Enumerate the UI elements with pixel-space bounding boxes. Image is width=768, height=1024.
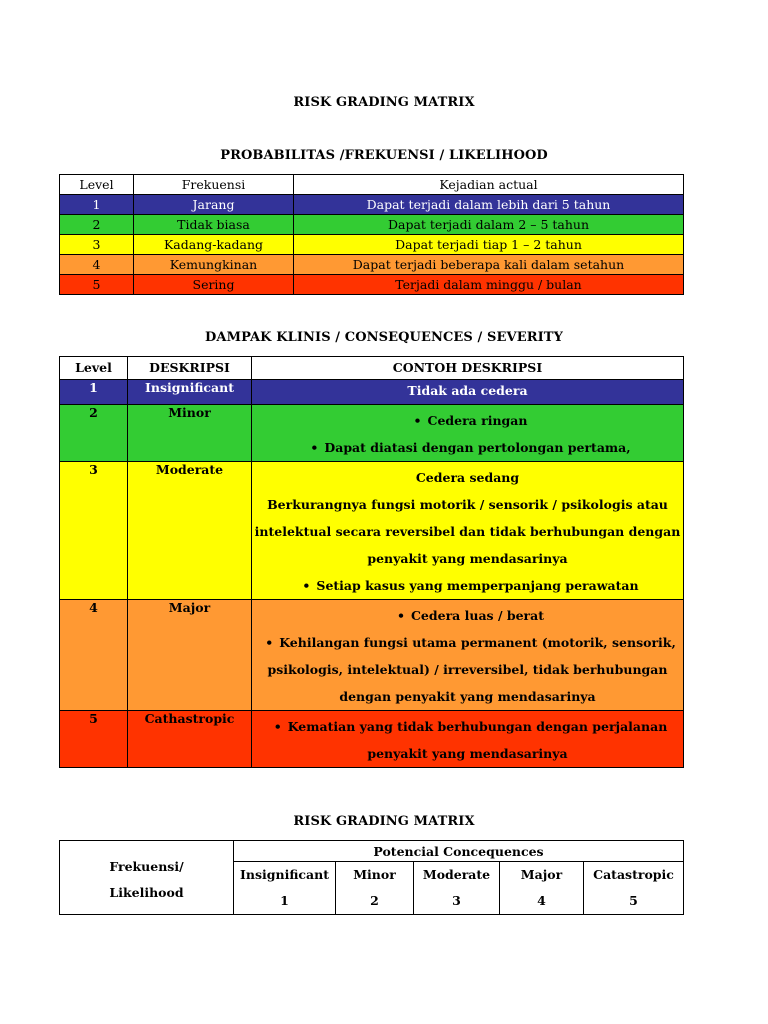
col-name: Minor: [353, 867, 396, 882]
severity-deskripsi: Major: [128, 600, 252, 711]
severity-row: [60, 600, 684, 711]
likelihood-kejadian: Terjadi dalam minggu / bulan: [294, 275, 684, 295]
line-text: Cedera ringan: [427, 413, 528, 428]
severity-lines: [252, 711, 683, 767]
description-line: [252, 380, 683, 402]
likelihood-row-label: [60, 841, 234, 915]
likelihood-row: [60, 215, 684, 235]
severity-deskripsi: Minor: [128, 405, 252, 462]
likelihood-kejadian: Dapat terjadi tiap 1 – 2 tahun: [294, 235, 684, 255]
bullet-line: [252, 434, 683, 461]
line-text: Tidak ada cedera: [407, 383, 528, 398]
line-text: dengan penyakit yang mendasarinya: [339, 689, 596, 704]
matrix-col-major: [500, 862, 584, 915]
severity-level: 3: [60, 462, 128, 600]
header-level: Level: [60, 175, 134, 195]
severity-contoh: [252, 380, 684, 405]
header-level: Level: [60, 357, 128, 380]
matrix-title: RISK GRADING MATRIX: [293, 814, 475, 829]
severity-contoh: [252, 405, 684, 462]
description-line: [252, 491, 683, 518]
likelihood-row: [60, 235, 684, 255]
col-name: Catastropic: [593, 867, 674, 882]
likelihood-header-row: [60, 175, 684, 195]
header-contoh-deskripsi: CONTOH DESKRIPSI: [252, 357, 684, 380]
description-line: [252, 740, 683, 767]
header-kejadian: Kejadian actual: [294, 175, 684, 195]
likelihood-kejadian: Dapat terjadi dalam 2 – 5 tahun: [294, 215, 684, 235]
severity-lines: [252, 380, 683, 402]
likelihood-level: 3: [60, 235, 134, 255]
severity-level: 2: [60, 405, 128, 462]
bullet-line: [252, 713, 683, 740]
likelihood-section-title: PROBABILITAS /FREKUENSI / LIKELIHOOD: [220, 148, 548, 163]
severity-contoh: [252, 600, 684, 711]
severity-row: [60, 462, 684, 600]
line-text: penyakit yang mendasarinya: [367, 551, 568, 566]
likelihood-frekuensi: Sering: [134, 275, 294, 295]
likelihood-kejadian: Dapat terjadi beberapa kali dalam setahun: [294, 255, 684, 275]
col-num: 1: [280, 893, 289, 908]
bullet-icon: •: [396, 608, 405, 623]
severity-level: 5: [60, 711, 128, 768]
risk-matrix-table: [59, 840, 684, 915]
likelihood-frekuensi: Tidak biasa: [134, 215, 294, 235]
row-label-line2: Likelihood: [109, 884, 184, 900]
header-deskripsi: DESKRIPSI: [128, 357, 252, 380]
severity-header-row: [60, 357, 684, 380]
col-num: 3: [452, 893, 461, 908]
likelihood-frekuensi: Jarang: [134, 195, 294, 215]
matrix-col-minor: [336, 862, 414, 915]
severity-deskripsi: Moderate: [128, 462, 252, 600]
severity-contoh: [252, 462, 684, 600]
likelihood-level: 1: [60, 195, 134, 215]
line-text: Kehilangan fungsi utama permanent (motorik, sensorik,: [279, 635, 676, 650]
severity-row: [60, 405, 684, 462]
line-text: intelektual secara reversibel dan tidak berhubungan dengan: [254, 524, 681, 539]
likelihood-level: 2: [60, 215, 134, 235]
likelihood-level: 4: [60, 255, 134, 275]
col-num: 5: [629, 893, 638, 908]
description-line: [252, 545, 683, 572]
description-line: [252, 656, 683, 683]
line-text: Cedera luas / berat: [410, 608, 545, 623]
likelihood-row: [60, 195, 684, 215]
likelihood-frekuensi: Kadang-kadang: [134, 235, 294, 255]
line-text: Setiap kasus yang memperpanjang perawatan: [316, 578, 639, 593]
likelihood-table: [59, 174, 684, 295]
severity-row: [60, 711, 684, 768]
description-line: [252, 518, 683, 545]
severity-level: 4: [60, 600, 128, 711]
bullet-icon: •: [302, 578, 311, 593]
severity-row: [60, 380, 684, 405]
likelihood-level: 5: [60, 275, 134, 295]
severity-level: 1: [60, 380, 128, 405]
bullet-icon: •: [413, 413, 422, 428]
row-label-line1: Frekuensi/: [109, 858, 184, 874]
likelihood-row: [60, 275, 684, 295]
bullet-line: [252, 407, 683, 434]
line-text: penyakit yang mendasarinya: [367, 746, 568, 761]
bullet-icon: •: [265, 635, 274, 650]
col-name: Insignificant: [240, 867, 329, 882]
severity-lines: [252, 405, 683, 461]
severity-deskripsi: Insignificant: [128, 380, 252, 405]
bullet-line: [252, 602, 683, 629]
col-name: Moderate: [422, 867, 491, 882]
page-title: RISK GRADING MATRIX: [293, 95, 475, 110]
matrix-col-catastropic: [584, 862, 684, 915]
line-text: Cedera sedang: [415, 470, 520, 485]
col-num: 2: [370, 893, 379, 908]
severity-section-title: DAMPAK KLINIS / CONSEQUENCES / SEVERITY: [205, 330, 563, 345]
col-num: 4: [537, 893, 546, 908]
likelihood-row: [60, 255, 684, 275]
description-line: [252, 464, 683, 491]
col-name: Major: [520, 867, 563, 882]
bullet-icon: •: [273, 719, 282, 734]
bullet-icon: •: [310, 440, 319, 455]
severity-deskripsi: Cathastropic: [128, 711, 252, 768]
matrix-col-moderate: [414, 862, 500, 915]
matrix-col-insignificant: [234, 862, 336, 915]
severity-contoh: [252, 711, 684, 768]
consequences-group-header: Potencial Concequences: [234, 841, 684, 862]
bullet-line: [252, 629, 683, 656]
severity-lines: [252, 600, 683, 710]
likelihood-frekuensi: Kemungkinan: [134, 255, 294, 275]
header-frekuensi: Frekuensi: [134, 175, 294, 195]
bullet-line: [252, 572, 683, 599]
line-text: psikologis, intelektual) / irreversibel, tidak berhubungan: [267, 662, 668, 677]
line-text: Dapat diatasi dengan pertolongan pertama,: [324, 440, 631, 455]
severity-table: [59, 356, 684, 768]
line-text: Berkurangnya fungsi motorik / sensorik / psikologis atau: [267, 497, 668, 512]
severity-lines: [252, 462, 683, 599]
likelihood-kejadian: Dapat terjadi dalam lebih dari 5 tahun: [294, 195, 684, 215]
line-text: Kematian yang tidak berhubungan dengan perjalanan: [287, 719, 668, 734]
description-line: [252, 683, 683, 710]
